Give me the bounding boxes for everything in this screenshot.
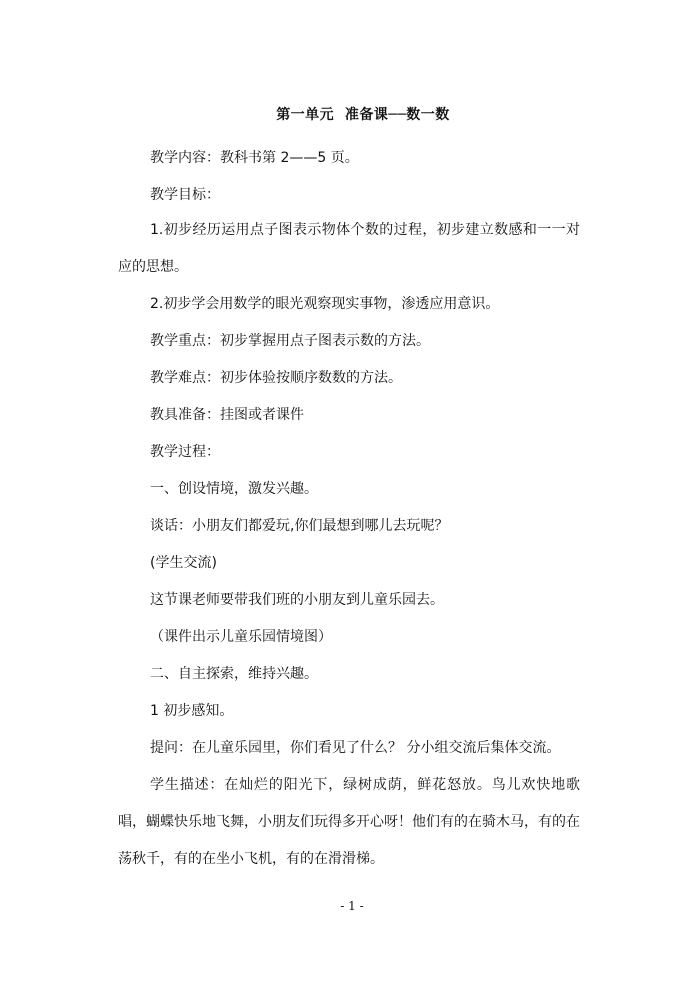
paragraph-conversation: 谈话：小朋友们都爱玩,你们最想到哪儿去玩呢？ bbox=[150, 518, 449, 534]
paragraph-teaching-aids: 教具准备：挂图或者课件 bbox=[150, 407, 304, 423]
paragraph-difficulty: 教学难点：初步体验按顺序数数的方法。 bbox=[150, 370, 402, 386]
page-number: - 1 - bbox=[340, 899, 364, 913]
paragraph-courseware: （课件出示儿童乐园情境图） bbox=[150, 629, 332, 645]
paragraph-section-2-heading: 二、自主探索，维持兴趣。 bbox=[150, 666, 318, 682]
paragraph-student-description: 学生描述：在灿烂的阳光下，绿树成荫，鲜花怒放。鸟儿欢快地歌唱，蝴蝶快乐地飞舞，小朋友们玩得多开心呀！他们有的在骑木马，有的在荡秋千，有的在坐小飞机，有的在滑滑梯。 bbox=[118, 777, 580, 867]
paragraph-initial-perception: 1 初步感知。 bbox=[150, 703, 234, 719]
paragraph-teacher-intro: 这节课老师要带我们班的小朋友到儿童乐园去。 bbox=[150, 592, 444, 608]
paragraph-question: 提问：在儿童乐园里，你们看见了什么？ 分小组交流后集体交流。 bbox=[150, 740, 561, 756]
paragraph-process-heading: 教学过程： bbox=[150, 444, 220, 460]
paragraph-key-point: 教学重点：初步掌握用点子图表示数的方法。 bbox=[150, 333, 430, 349]
paragraph-teaching-goals-heading: 教学目标： bbox=[150, 187, 220, 203]
paragraph-goal-2: 2.初步学会用数学的眼光观察现实事物，渗透应用意识。 bbox=[150, 296, 500, 312]
document-title: 第一单元 准备课──数一数 bbox=[276, 107, 450, 123]
paragraph-goal-1: 1.初步经历运用点子图表示物体个数的过程，初步建立数感和一一对应的思想。 bbox=[118, 222, 580, 275]
paragraph-section-1-heading: 一、创设情境，激发兴趣。 bbox=[150, 481, 318, 497]
paragraph-student-exchange: (学生交流) bbox=[150, 555, 217, 571]
paragraph-teaching-content: 教学内容：教科书第 2——5 页。 bbox=[150, 150, 359, 166]
